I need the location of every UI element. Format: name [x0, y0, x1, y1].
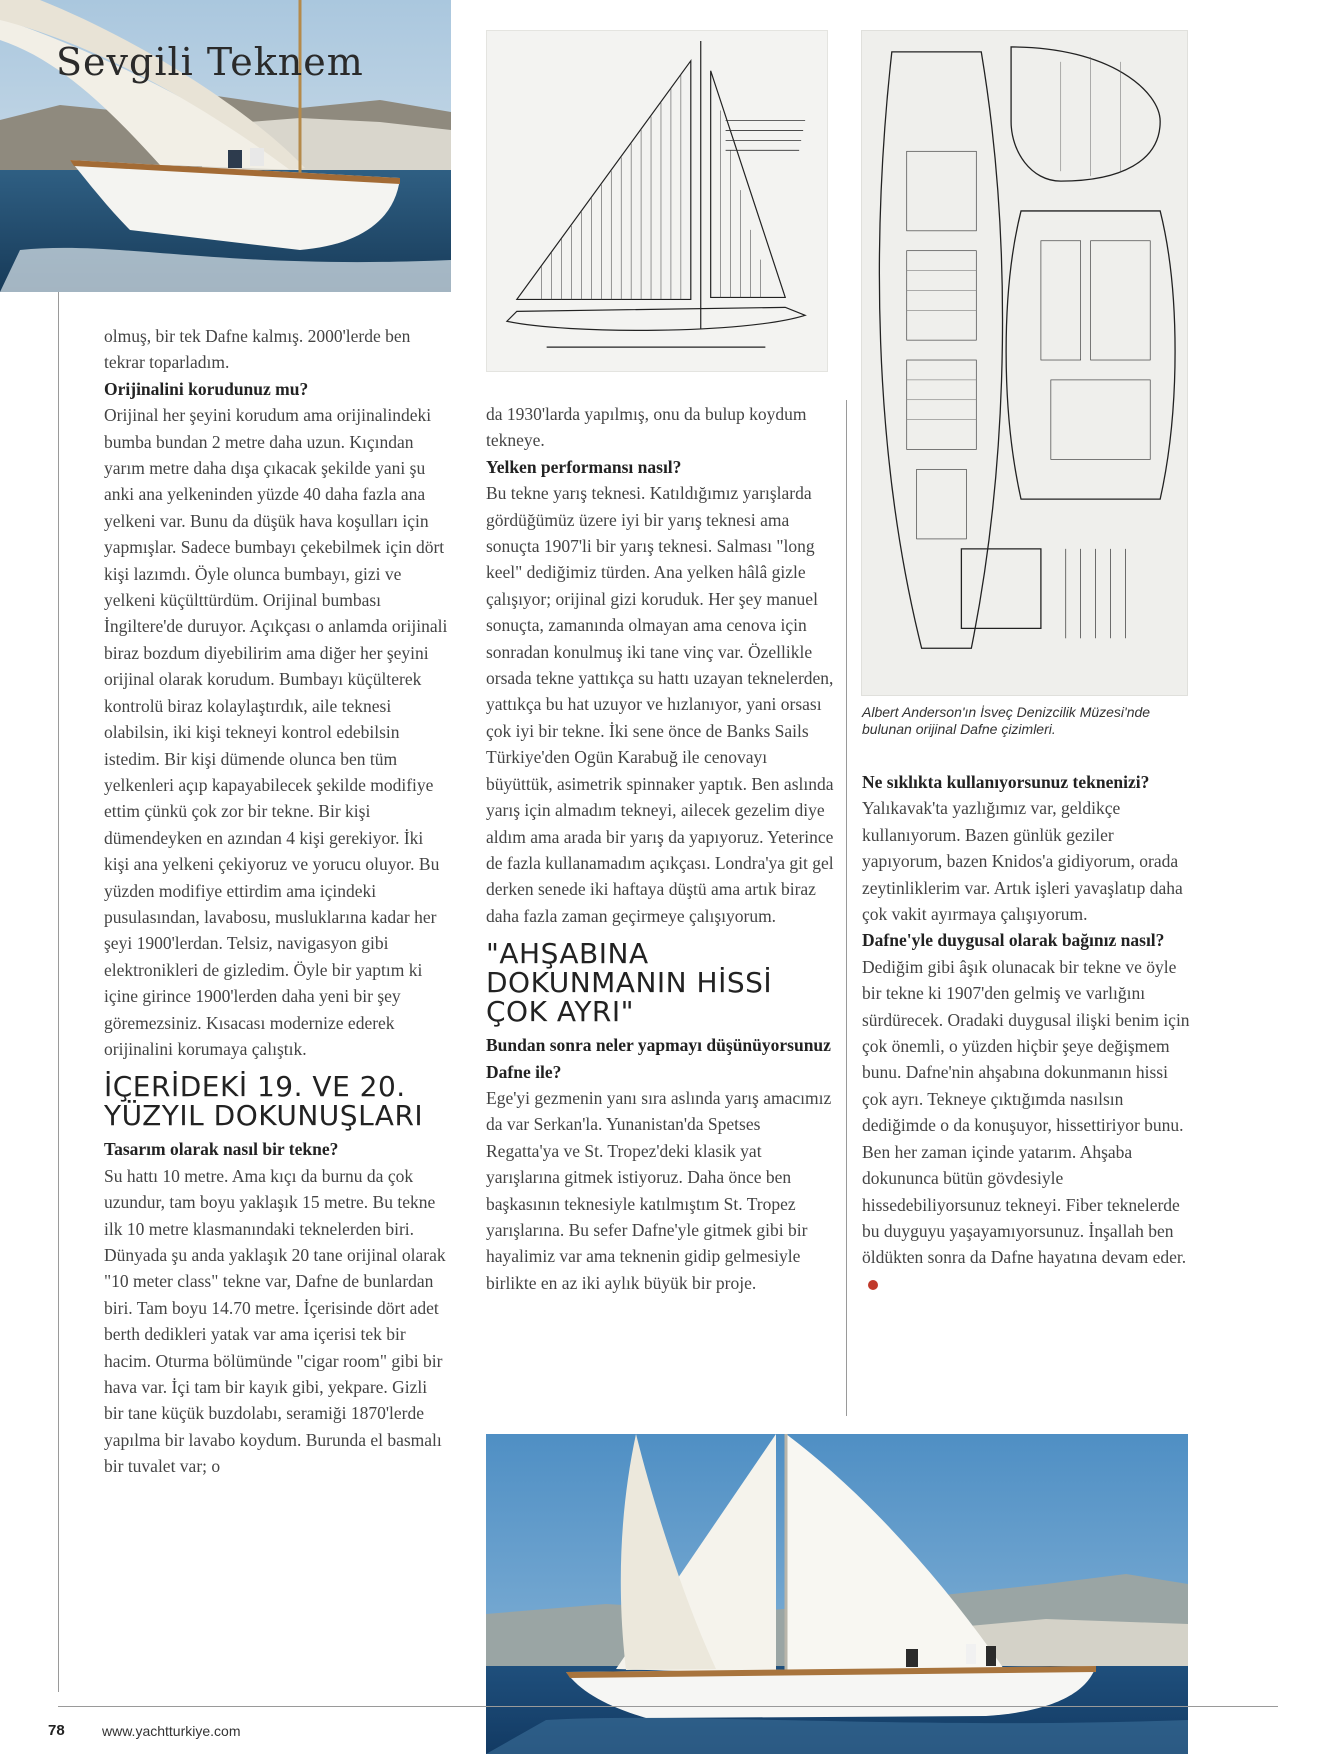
interview-question: Ne sıklıkta kullanıyorsunuz teknenizi? [862, 772, 1150, 792]
sail-plan-drawing [486, 30, 828, 372]
interview-question: Tasarım olarak nasıl bir tekne? [104, 1139, 339, 1160]
interview-question: Bundan sonra neler yapmayı düşünüyorsunuz Dafne ile? [486, 1035, 831, 1082]
paragraph: da 1930'larda yapılmış, onu da bulup koydum tekneye. [486, 404, 807, 451]
column-rule-left [58, 292, 59, 1692]
page-number: 78 [48, 1722, 65, 1739]
paragraph-final [862, 954, 1192, 1297]
paragraph: Su hattı 10 metre. Ama kıçı da burnu da çok uzundur, tam boyu yaklaşık 15 metre. Bu tekne ilk 10 metre klasmanındaki teknelerden biri. Dünyada şu anda yaklaşık 20 tane orijinal olarak "10 meter class" tekne var, Dafne de bunlardan biri. Tam boyu 14.70 metre. İçerisinde dört adet berth dedikleri yatak var ama içerisi tek bir hacim. Oturma bölümünde "cigar room" gibi bir hava var. İçi tam bir kayık gibi, yekpare. Gizli bir tane küçük buzdolabı, seramiği 1870'lerde yapılma bir lavabo koydum. Burunda el basmalı bir tuvalet var; o [104, 1165, 446, 1477]
paragraph: Orijinal her şeyini korudum ama orijinalindeki bumba bundan 2 metre daha uzun. Kıçından yarım metre daha dışa çıkacak şekilde yani şu anki ana yelkeninden yüzde 40 daha fazla ana yelkeni var. Bunu da düşük hava koşulları için yapmışlar. Sadece bumbayı çekebilmek için dört kişi lazımdı. Öyle olunca bumbayı, gizi ve yelkeni küçülttürdüm. Orijinal bumbası İngiltere'de duruyor. Açıkçası o anlamda orijinali biraz bozdum diyebilirim ama diğer her şeyini orijinal olarak korudum. Bumbayı küçülterek kontrolü biraz kolaylaştırdık, aile teknesi olabilsin, iki kişi tekneyi kontrol edebilsin istedim. Bir kişi dümende olunca ben tüm yelkenleri açıp kapayabilecek şekilde modifiye ettim çünkü çok zor bir tekne. Bir kişi dümendeyken en azından 4 kişi gerekiyor. İki kişi ana yelkeni çekiyoruz ve yorucu oluyor. Bu yüzden modifiye ettirdim ama içindeki pusulasından, lavabosu, musluklarına kadar her şeyi 1900'lerdan. Telsiz, navigasyon gibi elektronikleri de gizledim. Öyle bir yaptım ki içine girince 1900'lerden daha yeni bir şey göremezsiniz. Kısacası modernize ederek orijinalini korumaya çalıştık. [104, 405, 448, 1059]
section-heading: İÇERİDEKİ 19. VE 20. YÜZYIL DOKUNUŞLARI [104, 1070, 424, 1133]
hero-photo-sailing-yacht [0, 0, 451, 292]
article-column-3 [862, 769, 1192, 1297]
deck-plan-drawing [861, 30, 1188, 696]
section-heading: "AHŞABINA DOKUNMANIN HİSSİ ÇOK AYRI" [486, 937, 773, 1029]
footer-rule [58, 1706, 1278, 1707]
interview-question: Dafne'yle duygusal olarak bağınız nasıl? [862, 930, 1165, 951]
series-title: Sevgili Teknem [56, 40, 364, 84]
interview-question: Yelken performansı nasıl? [486, 456, 682, 477]
paragraph: Ege'yi gezmenin yanı sıra aslında yarış amacımız da var Serkan'la. Yunanistan'da Spetses Regatta'ya ve St. Tropez'deki klasik yat yarışlarına gitmek istiyoruz. Daha önce ben başkasının teknesiyle katılmıştım St. Tropez yarışlarına. Bu sefer Dafne'yle gitmek gibi bir hayalimiz var ama teknenin gidip gelmesiyle birlikte en az iki aylık büyük bir proje. [486, 1087, 832, 1293]
end-of-article-icon [868, 1280, 878, 1290]
site-url[interactable]: www.yachtturkiye.com [102, 1723, 241, 1739]
interview-question: Orijinalini korudunuz mu? [104, 378, 309, 399]
drawings-caption: Albert Anderson'ın İsveç Denizcilik Müzesi'nde bulunan orijinal Dafne çizimleri. [862, 704, 1151, 737]
article-column-1 [104, 323, 449, 1480]
article-column-2 [486, 401, 834, 1296]
paragraph: Yalıkavak'ta yazlığımız var, geldikçe kullanıyorum. Bazen günlük geziler yapıyorum, bazen Knidos'a gidiyorum, orada zeytinliklerim var. Artık işleri yavaşlatıp daha çok vakit ayırmaya çalışıyorum. [862, 798, 1183, 925]
paragraph: Dediğim gibi âşık olunacak bir tekne ve öyle bir tekne ki 1907'den gelmiş ve varlığını sürdürecek. Oradaki duygusal ilişki benim için çok önemli, o yüzden hiçbir şeye değişmem bunu. Dafne'nin ahşabına dokunmanın hissi çok ayrı. Tekneye çıktığımda nasılsın dediğimde o da konuşuyor, hissettiriyor bunu. Ben her zaman içinde yatarım. Ahşaba dokununca bütün gövdesiyle hissedebiliyorsunuz tekneyi. Fiber teknelerde bu duyguyu yaşayamıyorsunuz. İnşallah ben öldükten sonra da Dafne hayatına devam eder. [862, 956, 1190, 1268]
paragraph: olmuş, bir tek Dafne kalmış. 2000'lerde ben tekrar toparladım. [104, 326, 411, 373]
paragraph: Bu tekne yarış teknesi. Katıldığımız yarışlarda gördüğümüz üzere iyi bir yarış teknesi ama sonuçta 1907'li bir yarış teknesi. Salması "long keel" dediğimiz türden. Ana yelken hâlâ gizle çalışıyor; orijinal gizi koruduk. Her şey manuel sonuçta, zamanında olmayan ama cenova için sonradan konulmuş iki tane vinç var. Özellikle orsada tekne yattıkça su hattı uzayan teknelerden, yattıkça bu hat uzuyor ve hızlanıyor, yani orsası çok iyi bir tekne. İki sene önce de Banks Sails Türkiye'den Ogün Karabuğ ile cenovayı büyüttük, asimetrik spinnaker yaptık. Ben aslında yarış için almadım tekneyi, ailecek gezelim diye aldım ama arada bir yarış da yapıyoruz. Yeterince de fazla kullanamadım açıkçası. Londra'ya git gel derken senede iki haftaya düştü ama artık biraz daha fazla zaman geçirmeye çalışıyorum. [486, 483, 834, 926]
column-rule-middle [846, 400, 847, 1416]
